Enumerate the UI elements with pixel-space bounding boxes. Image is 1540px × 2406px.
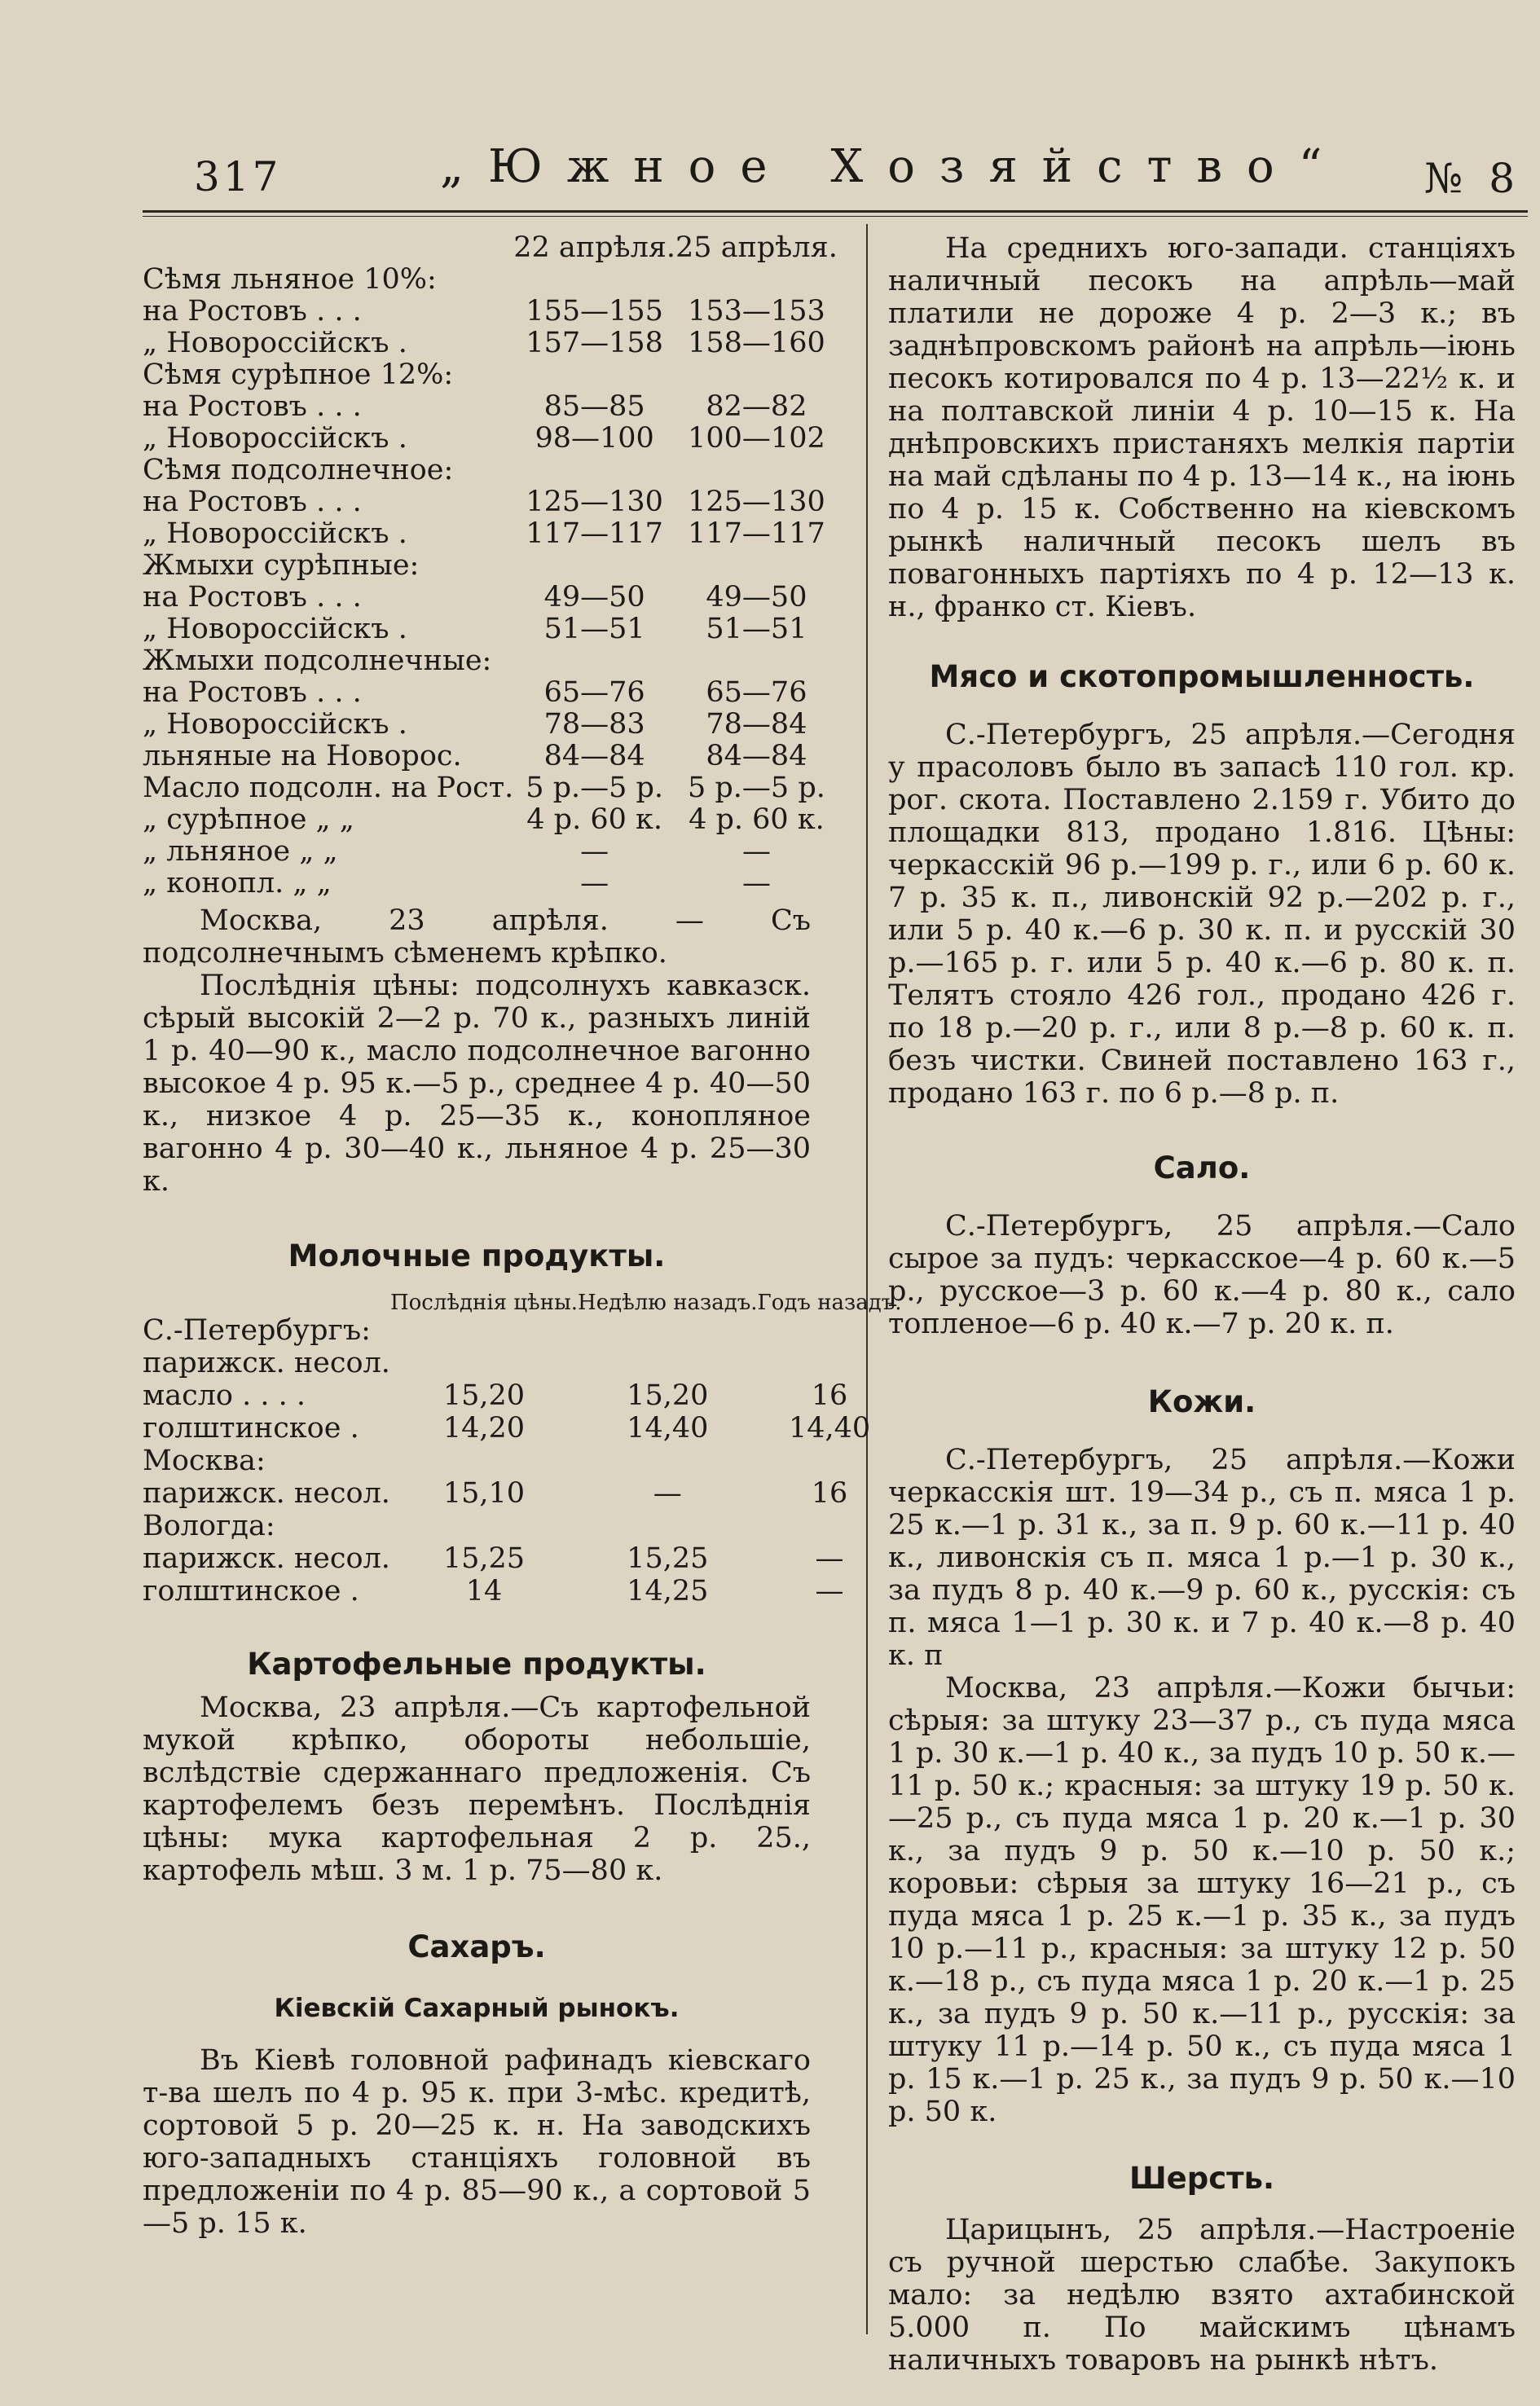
dairy-price-year [758, 1445, 902, 1477]
dairy-col-week: Недѣлю назадъ. [578, 1291, 758, 1315]
hides-heading: Кожи. [1147, 1384, 1256, 1419]
dairy-row [143, 1477, 902, 1510]
dairy-label: масло . . . . [143, 1379, 306, 1412]
oilseed-label: „ Новороссійскъ . [143, 517, 407, 550]
oilseed-row [143, 645, 838, 677]
oilseed-label: Сѣмя подсолнечное: [143, 454, 454, 486]
oilseed-price-22 [513, 455, 675, 486]
lard-heading: Сало. [1153, 1150, 1251, 1185]
dairy-price-week [578, 1347, 758, 1379]
oilseed-price-22: 84—84 [543, 740, 645, 772]
oilseed-price-22: — [580, 835, 609, 868]
dairy-price-last: 15,25 [442, 1542, 526, 1575]
oilseed-price-22: — [580, 867, 609, 900]
hides-moscow-text: Москва, 23 апрѣля.—Кожи бычьи: сѣрыя: за штуку 23—37 р., съ пуда мяса 1 р. 30 к.—1 р. 40 к., за пудъ 10 р. 50 к.—11 р. 50 к.; красныя: за штуку 19 р. 50 к.—25 р., съ пуда мяса 1 р. 20 к.—1 р. 30 к., за пудъ 9 р. 50 к.—10 р. 50 к.; коровьи: сѣрыя за штуку 16—21 р., съ пуда мяса 1 р. 25 к.—1 р. 35 к., за пудъ 10 р.—11 р., красныя: за штуку 12 р. 50 к.—18 р., съ пуда мяса 1 р. 20 к.—1 р. 25 к., за пудъ 9 р. 50 к.—11 р., русскія: за штуку 11 р.—14 р. 50 к., съ пуда мяса 1 р. 15 к.—1 р. 25 к., за пудъ 9 р. 50 к.—10 р. 50 к. [888, 1672, 1516, 2128]
dairy-row [143, 1575, 902, 1608]
dairy-price-last [390, 1314, 578, 1347]
oilseed-price-22 [513, 550, 675, 582]
oilseed-price-22: 117—117 [526, 517, 663, 550]
oilseed-label: Жмыхи сурѣпные: [143, 549, 420, 582]
oilseed-row [143, 296, 838, 328]
oilseed-row [143, 836, 838, 868]
dairy-price-week: 14,40 [627, 1412, 709, 1445]
dairy-col-year: Годъ назадъ. [757, 1291, 902, 1315]
dairy-price-last: 14,20 [442, 1412, 526, 1445]
oilseed-price-25: 78—84 [706, 708, 807, 741]
moscow-oil-prices: Послѣднія цѣны: подсолнухъ кавказск. сѣрый высокій 2—2 р. 70 к., разныхъ линій 1 р. 40—90 к., масло подсолнечное вагонно высокое 4 р. 95 к.—5 р., среднее 4 р. 40—50 к., низкое 4 р. 25—35 к., конопляное вагонно 4 р. 30—40 к., льняное 4 р. 25—30 к. [143, 970, 811, 1198]
dairy-price-last: 15,10 [442, 1477, 526, 1510]
dairy-price-last [390, 1347, 578, 1379]
dairy-price-last: 14 [465, 1575, 503, 1608]
issue-number: № 8 [1424, 155, 1522, 202]
oilseed-row [143, 582, 838, 614]
oilseed-label: „ Новороссійскъ . [143, 613, 407, 645]
sugar-continued: На среднихъ юго-запади. станціяхъ наличный песокъ на апрѣль—май платили не дороже 4 р. 2—3 к.; въ заднѣпровскомъ районѣ на апрѣль—іюнь песокъ котировался по 4 р. 13—22½ к. и на полтавской линіи 4 р. 10—15 к. На днѣпровскихъ пристаняхъ мелкія партіи на май сдѣланы по 4 р. 13—14 к., на іюнь по 4 р. 15 к. Собственно на кіевскомъ рынкѣ наличный песокъ шелъ въ повагонныхъ партіяхъ по 4 р. 12—13 к. н., франко ст. Кіевъ. [888, 232, 1516, 623]
oilseed-label: на Ростовъ . . . [143, 390, 362, 423]
oilseed-price-25: — [741, 835, 771, 868]
dairy-row [143, 1347, 902, 1379]
oilseed-row [143, 359, 838, 391]
oilseed-label: на Ростовъ . . . [143, 581, 362, 614]
oilseed-price-22: 155—155 [526, 295, 663, 328]
oilseed-price-22: 51—51 [543, 613, 645, 645]
oilseed-price-25: 153—153 [688, 295, 825, 328]
oilseed-row [143, 486, 838, 518]
dairy-label: Вологда: [143, 1510, 275, 1542]
dairy-row [143, 1379, 902, 1412]
dairy-row [143, 1412, 902, 1445]
oilseed-row [143, 804, 838, 836]
wool-text: Царицынъ, 25 апрѣля.—Настроеніе съ ручной шерстью слабѣе. Закупокъ мало: за недѣлю взято ахтабинской 5.000 п. По майскимъ цѣнамъ наличныхъ товаровъ на рынкѣ нѣтъ. [888, 2214, 1516, 2377]
dairy-row [143, 1445, 902, 1477]
dairy-price-week [578, 1445, 758, 1477]
dairy-price-year: 16 [811, 1379, 848, 1412]
oilseed-price-25: 100—102 [688, 422, 825, 455]
oilseed-price-25 [675, 359, 838, 391]
column-date-1: 22 апрѣля. [513, 231, 676, 264]
potato-heading: Картофельные продукты. [247, 1647, 706, 1682]
oilseed-price-25 [675, 455, 838, 486]
sugar-text: Въ Кіевѣ головной рафинадъ кіевскаго т-ва шелъ по 4 р. 95 к. при 3-мѣс. кредитѣ, сортовой 5 р. 20—25 к. н. На заводскихъ юго-западныхъ станціяхъ головной въ предложеніи по 4 р. 85—90 к., а сортовой 5—5 р. 15 к. [143, 2044, 811, 2240]
oilseed-label: „ Новороссійскъ . [143, 422, 407, 455]
header-rule [143, 210, 1528, 213]
oilseed-row [143, 868, 838, 900]
right-column [888, 232, 1516, 2377]
dairy-price-last [390, 1510, 578, 1542]
dairy-rows [143, 1314, 902, 1608]
meat-text: С.-Петербургъ, 25 апрѣля.—Сегодня у прасоловъ было въ запасѣ 110 гол. кр. рог. скота. Поставлено 2.159 г. Убито до площадки 813, продано 1.816. Цѣны: черкасскій 96 р.—199 р. г., или 6 р. 60 к. 7 р. 35 к. п., ливонскій 92 р.—202 р. г., или 5 р. 40 к.—6 р. 30 к. п. и русскій 30 р.—165 р. г. или 5 р. 40 к.—6 р. 80 к. п. Телятъ стояло 426 гол., продано 426 г. по 18 р.—20 р. г., или 8 р.—8 р. 60 к. п. безъ чистки. Свиней поставлено 163 г., продано 163 г. по 6 р.—8 р. п. [888, 719, 1516, 1110]
dairy-price-week: 15,25 [627, 1542, 709, 1575]
sugar-subheading: Кіевскій Сахарный рынокъ. [274, 1994, 680, 2023]
oilseed-price-25: 5 р.—5 р. [688, 772, 825, 804]
oilseed-price-25: 125—130 [688, 486, 825, 518]
oilseed-price-22: 5 р.—5 р. [526, 772, 664, 804]
oilseed-price-22 [513, 359, 675, 391]
oilseed-price-25: 51—51 [706, 613, 807, 645]
dairy-label: Москва: [143, 1445, 266, 1477]
oilseed-price-25: 82—82 [706, 390, 807, 423]
dairy-price-last: 15,20 [442, 1379, 526, 1412]
dairy-price-year [758, 1347, 902, 1379]
lard-text: С.-Петербургъ, 25 апрѣля.—Сало сырое за пудъ: черкасское—4 р. 60 к.—5 р., русское—3 р. 60 к.—4 р. 80 к., сало топленое—6 р. 40 к.—7 р. 20 к. п. [888, 1210, 1516, 1340]
oilseed-price-22: 157—158 [526, 327, 663, 359]
oilseed-row [143, 550, 838, 582]
oilseed-label: „ Новороссійскъ . [143, 708, 407, 741]
oilseed-label: „ конопл. „ „ [143, 867, 332, 900]
dairy-price-week [578, 1314, 758, 1347]
dairy-row [143, 1314, 902, 1347]
oilseed-row [143, 614, 838, 645]
oilseed-label: Сѣмя льняное 10%: [143, 263, 437, 296]
page-number: 317 [194, 153, 282, 200]
oilseed-row [143, 709, 838, 741]
dairy-col-last: Послѣднія цѣны. [389, 1291, 579, 1315]
dairy-price-year: — [815, 1575, 844, 1608]
oilseed-label: льняные на Новорос. [143, 740, 462, 772]
dairy-label: парижск. несол. [143, 1477, 390, 1510]
column-divider [866, 224, 868, 2334]
oilseed-row [143, 677, 838, 709]
meat-heading: Мясо и скотопромышленность. [929, 659, 1475, 694]
dairy-price-last [390, 1445, 578, 1477]
dairy-price-week: 15,20 [627, 1379, 709, 1412]
oilseed-price-22: 78—83 [543, 708, 645, 741]
dairy-price-year: — [815, 1542, 844, 1575]
dairy-table [143, 1291, 902, 1608]
oilseed-price-25 [675, 264, 838, 296]
left-column [143, 231, 902, 2240]
oilseed-price-25: 65—76 [706, 676, 807, 709]
oilseed-price-22: 125—130 [526, 486, 663, 518]
oilseed-price-25 [675, 550, 838, 582]
dairy-label: голштинское . [143, 1412, 359, 1445]
oilseed-table [143, 232, 838, 900]
oilseed-label: Сѣмя сурѣпное 12%: [143, 358, 454, 391]
column-date-2: 25 апрѣля. [675, 231, 838, 264]
oilseed-price-25: — [741, 867, 771, 900]
oilseed-label: „ сурѣпное „ „ [143, 803, 354, 836]
dairy-price-week: — [653, 1477, 682, 1510]
oilseed-row [143, 264, 838, 296]
dairy-row [143, 1542, 902, 1575]
oilseed-price-25: 84—84 [706, 740, 807, 772]
header-rule-thin [143, 216, 1528, 217]
oilseed-price-25: 4 р. 60 к. [689, 803, 825, 836]
dairy-label: парижск. несол. [143, 1347, 390, 1379]
dairy-price-week [578, 1510, 758, 1542]
oilseed-label: на Ростовъ . . . [143, 295, 362, 328]
dairy-price-year: 14,40 [788, 1412, 871, 1445]
dairy-price-year: 16 [811, 1477, 848, 1510]
oilseed-price-25: 117—117 [688, 517, 825, 550]
oilseed-price-22: 4 р. 60 к. [526, 803, 662, 836]
oilseed-label: „ льняное „ „ [143, 835, 338, 868]
oilseed-row [143, 328, 838, 359]
hides-spb-text: С.-Петербургъ, 25 апрѣля.—Кожи черкасскія шт. 19—34 р., съ п. мяса 1 р. 25 к.—1 р. 31 к., за п. 9 р. 60 к.—11 р. 40 к., ливонскія съ п. мяса 1 р.—1 р. 30 к., за пудъ 8 р. 40 к.—9 р. 60 к., русскія: съ п. мяса 1—1 р. 30 к. и 7 р. 40 к.—8 р. 40 к. п [888, 1444, 1516, 1672]
dairy-heading: Молочные продукты. [288, 1238, 666, 1273]
dairy-label: С.-Петербургъ: [143, 1314, 371, 1347]
moscow-oil-text: Москва, 23 апрѣля. — Съ подсолнечнымъ сѣменемъ крѣпко. [143, 904, 811, 970]
oilseed-row [143, 455, 838, 486]
oilseed-row [143, 518, 838, 550]
journal-title: „Южное Хозяйство“ [440, 140, 1347, 193]
oilseed-price-22 [513, 264, 675, 296]
oilseed-label: Жмыхи подсолнечные: [143, 644, 492, 677]
oilseed-rows [143, 264, 838, 900]
dairy-label: голштинское . [143, 1575, 359, 1608]
oilseed-row [143, 391, 838, 423]
dairy-row [143, 1510, 902, 1542]
dairy-price-week: 14,25 [627, 1575, 709, 1608]
oilseed-label: на Ростовъ . . . [143, 676, 362, 709]
wool-heading: Шерсть. [1129, 2161, 1275, 2196]
oilseed-price-22: 98—100 [535, 422, 654, 455]
sugar-heading: Сахаръ. [407, 1929, 546, 1964]
dairy-label: парижск. несол. [143, 1542, 390, 1575]
oilseed-price-22 [513, 645, 675, 677]
oilseed-price-22: 65—76 [543, 676, 645, 709]
oilseed-label: „ Новороссійскъ . [143, 327, 407, 359]
oilseed-row [143, 741, 838, 772]
dairy-price-year [758, 1314, 902, 1347]
oilseed-price-25: 49—50 [706, 581, 807, 614]
oilseed-row [143, 772, 838, 804]
oilseed-price-25 [675, 645, 838, 677]
oilseed-label: на Ростовъ . . . [143, 486, 362, 518]
potato-text: Москва, 23 апрѣля.—Съ картофельной мукой крѣпко, обороты небольшіе, вслѣдствіе сдержаннаго предложенія. Съ картофелемъ безъ перемѣнъ. Послѣднія цѣны: мука картофельная 2 р. 25., картофель мѣш. 3 м. 1 р. 75—80 к. [143, 1691, 811, 1887]
oilseed-label: Масло подсолн. на Рост. [143, 772, 514, 804]
oilseed-price-22: 85—85 [543, 390, 645, 423]
moscow-oil-report [143, 904, 811, 970]
oilseed-row [143, 423, 838, 455]
oilseed-price-22: 49—50 [543, 581, 645, 614]
dairy-price-year [758, 1510, 902, 1542]
oilseed-price-25: 158—160 [688, 327, 825, 359]
